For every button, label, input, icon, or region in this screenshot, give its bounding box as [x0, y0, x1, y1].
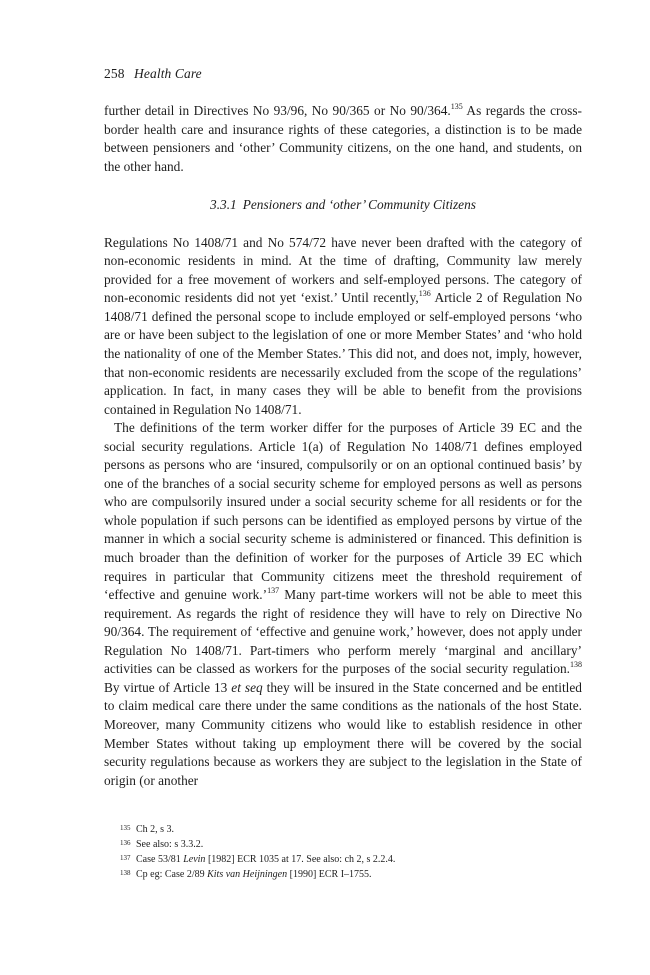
footnote-ref-137: 137 [267, 586, 280, 596]
paragraph-text: The definitions of the term worker differ for the purposes of Article 39 EC and the social security regulations. Article 1(a) of Regulation No 1408/71 defines employed persons as persons who are ‘insured, compulsorily or on an optional continued basis’ by one of the branches of a social security scheme for employed persons as well as persons who are compulsorily insured under a social security scheme for all residents or for the whole population if such persons can be identified as employed persons by virtue of the manner in which a social security scheme is administered or financed. This definition is much broader than the definition of worker for the purposes of Article 39 EC which requires in particular that Community citizens meet the threshold requirement of ‘effective and genuine work.’ [104, 420, 582, 603]
section-number: 3.3.1 [210, 197, 237, 213]
footnote-number: 137 [120, 854, 131, 862]
case-name: Kits van Heijningen [207, 869, 288, 880]
paragraph-text: Regulations No 1408/71 and No 574/72 have never been drafted with the category of non-economic residents in mind. At the time of drafting, Community law merely provided for a free movement of workers and self-employed persons. The category of non-economic residents did not yet ‘exist.’ Until recently, [104, 234, 582, 306]
footnote-text-part: Case 53/81 [136, 854, 184, 865]
footnote-138 [120, 867, 395, 882]
section-heading [104, 196, 582, 215]
footnote-ref-138: 138 [570, 660, 582, 670]
paragraph-text: further detail in Directives No 93/96, No 90/365 or No 90/364. [104, 103, 451, 118]
footnote-text-part: [1982] ECR 1035 at 17. See also: ch 2, s 2.2.4. [205, 854, 396, 865]
case-name: Levin [183, 854, 206, 865]
footnote-text: See also: s 3.3.2. [136, 839, 204, 850]
paragraph-text: Article 2 of Regulation No 1408/71 defined the personal scope to include employed or self-employed persons ‘who are or have been subject to the legislation of one or more Member States’ and ‘who hold the nationality of one of the Member States.’ This did not, and does not, imply, however, that non-economic residents are necessarily excluded from the scope of the regulations’ application. In fact, in many cases they will be able to benefit from the provisions contained in Regulation No 1408/71. [104, 290, 582, 417]
section-title: Pensioners and ‘other’ Community Citizens [242, 197, 476, 213]
paragraph-text: they will be insured in the State concerned and be entitled to claim medical care there under the same conditions as the nationals of the host State. Moreover, many Community citizens who would like to establish residence in other Member States without taking up employment there will be covered by the social security regulations because as workers they are subject to the legislation in the State of origin (or another [104, 679, 582, 788]
footnote-text [136, 852, 395, 867]
paragraph-2 [104, 234, 582, 419]
running-title: Health Care [134, 66, 202, 81]
footnote-137 [120, 852, 395, 867]
body-text [104, 102, 582, 790]
page [104, 66, 582, 790]
footnote-ref-135: 135 [450, 102, 463, 111]
paragraph-text: Many part-time workers will not be able to meet this requirement. As regards the right of residence they will have to rely on Directive No 90/364. The requirement of ‘effective and genuine work,’ however, does not apply under Regulation No 1408/71. Part-timers who perform merely ‘marginal and ancillary’ activities can be classed as workers for the purposes of the social security regulation. [104, 587, 582, 677]
footnote-text [136, 867, 372, 882]
footnote-ref-136: 136 [418, 289, 431, 299]
footnotes [120, 822, 395, 882]
footnote-text-part: [1990] ECR I–1755. [287, 869, 372, 880]
paragraph-text: By virtue of Article 13 [104, 679, 232, 695]
paragraph-italic-text: et seq [231, 679, 263, 695]
footnote-text-part: Cp eg: Case 2/89 [136, 869, 208, 880]
paragraph-text: As regards the cross-border health care and insurance rights of these categories, a distinction is to be made between pensioners and ‘other’ Community citizens, on the one hand, and students, on the other hand. [104, 103, 582, 174]
paragraph-1 [104, 102, 582, 176]
running-header [104, 66, 582, 90]
footnote-135 [120, 822, 395, 837]
footnote-136 [120, 837, 395, 852]
paragraph-3 [104, 419, 582, 790]
footnote-number: 138 [120, 869, 131, 877]
footnote-number: 135 [120, 824, 131, 832]
page-number: 258 [104, 66, 125, 81]
footnote-number: 136 [120, 839, 131, 847]
footnote-text: Ch 2, s 3. [136, 824, 175, 835]
